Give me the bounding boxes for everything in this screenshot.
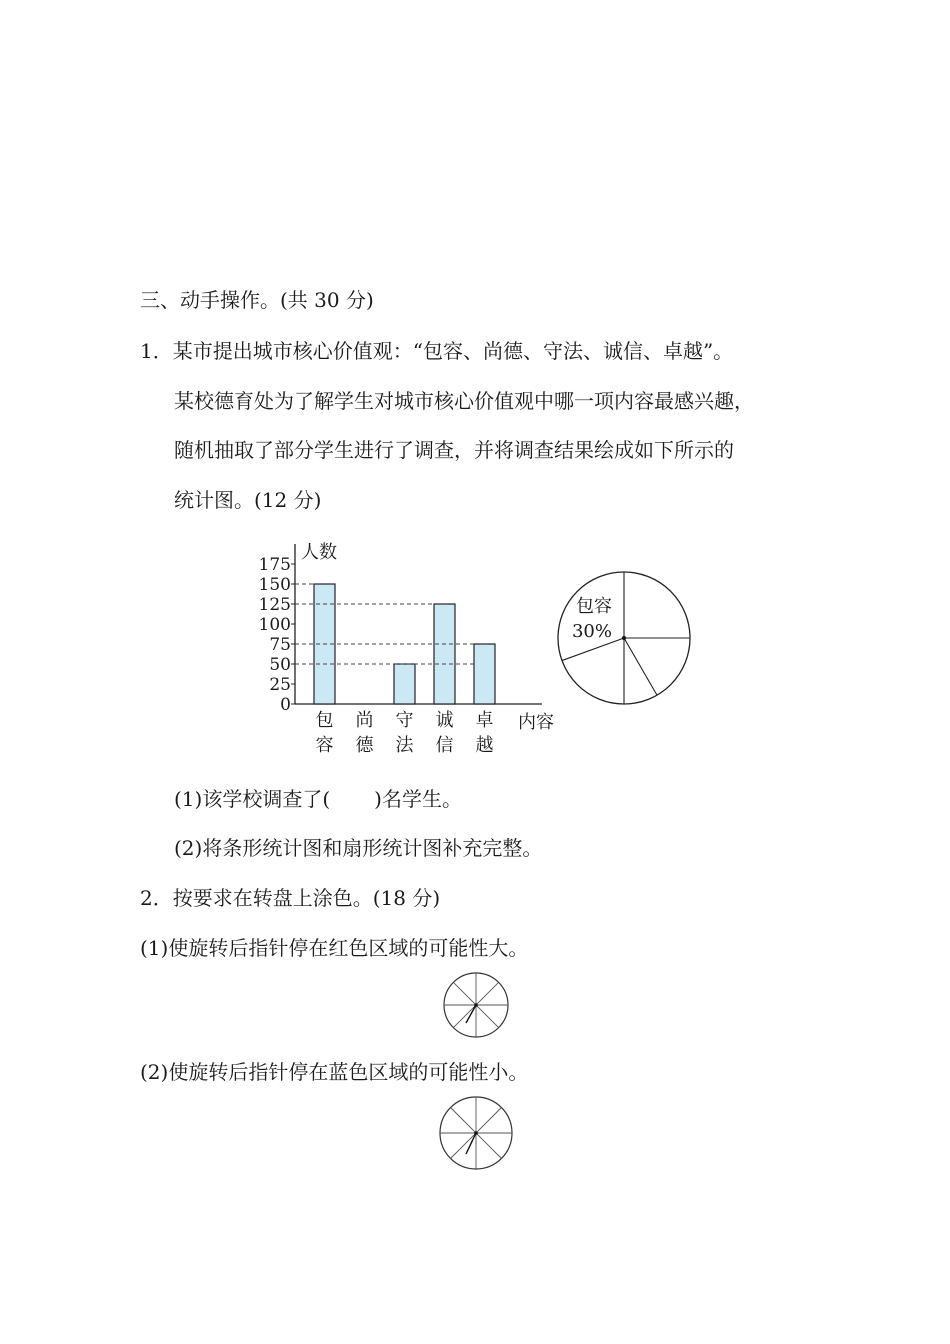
x-category-label: 守 xyxy=(395,710,414,731)
bar-chart xyxy=(259,542,554,756)
y-tick-label: 75 xyxy=(269,635,291,655)
question-1-line-1: 1．某市提出城市核心价值观：“包容、尚德、守法、诚信、卓越”。 xyxy=(140,339,734,363)
pie-chart xyxy=(558,572,690,704)
x-axis-label: 内容 xyxy=(518,712,554,733)
y-tick-label: 25 xyxy=(269,675,291,695)
x-category-label: 卓 xyxy=(475,710,494,731)
y-tick-label: 175 xyxy=(258,555,291,575)
x-category-label: 信 xyxy=(435,735,454,756)
spinner-1-center xyxy=(474,1003,478,1007)
question-2-sub-1: (1)使旋转后指针停在红色区域的可能性大。 xyxy=(140,936,529,960)
spinner-2-pointer xyxy=(466,1133,476,1154)
pie-center xyxy=(622,636,626,640)
x-category-label: 越 xyxy=(475,735,494,756)
question-1-line-3: 随机抽取了部分学生进行了调查，并将调查结果绘成如下所示的 xyxy=(174,438,734,462)
x-category-label: 诚 xyxy=(435,710,454,731)
bar xyxy=(394,664,415,704)
bar xyxy=(434,604,455,704)
pie-slice-divider xyxy=(624,638,657,695)
question-1-sub-1 xyxy=(174,785,462,813)
y-tick-label: 150 xyxy=(258,575,291,595)
x-category-label: 尚 xyxy=(355,710,374,731)
x-category-label: 包 xyxy=(315,710,334,731)
question-2-sub-2: (2)使旋转后指针停在蓝色区域的可能性小。 xyxy=(140,1060,529,1084)
spinner-2-center xyxy=(474,1131,478,1135)
spinner-wheel-1[interactable] xyxy=(441,970,511,1040)
section-heading: 三、动手操作。(共 30 分) xyxy=(140,288,374,312)
spinner-wheel-2[interactable] xyxy=(437,1094,515,1172)
question-1-sub-2: (2)将条形统计图和扇形统计图补充完整。 xyxy=(174,836,543,860)
y-tick-label: 50 xyxy=(269,655,291,675)
y-axis-label: 人数 xyxy=(301,542,337,563)
y-tick-label: 0 xyxy=(280,695,291,715)
x-category-label: 容 xyxy=(315,735,334,756)
x-category-label: 法 xyxy=(395,735,414,756)
pie-slice-label: 包容 xyxy=(576,596,612,617)
question-1-line-4: 统计图。(12 分) xyxy=(174,488,322,512)
x-category-label: 德 xyxy=(355,735,374,756)
y-tick-label: 125 xyxy=(258,595,291,615)
pie-slice-value: 30% xyxy=(571,621,613,642)
statistics-charts xyxy=(250,528,700,768)
question-1-line-2: 某校德育处为了解学生对城市核心价值观中哪一项内容最感兴趣， xyxy=(174,389,754,413)
y-tick-label: 100 xyxy=(258,615,291,635)
sub-1-suffix: )名学生。 xyxy=(374,787,462,811)
bar xyxy=(474,644,495,704)
question-2-line: 2．按要求在转盘上涂色。(18 分) xyxy=(140,886,441,910)
sub-1-prefix: (1)该学校调查了( xyxy=(174,787,331,811)
